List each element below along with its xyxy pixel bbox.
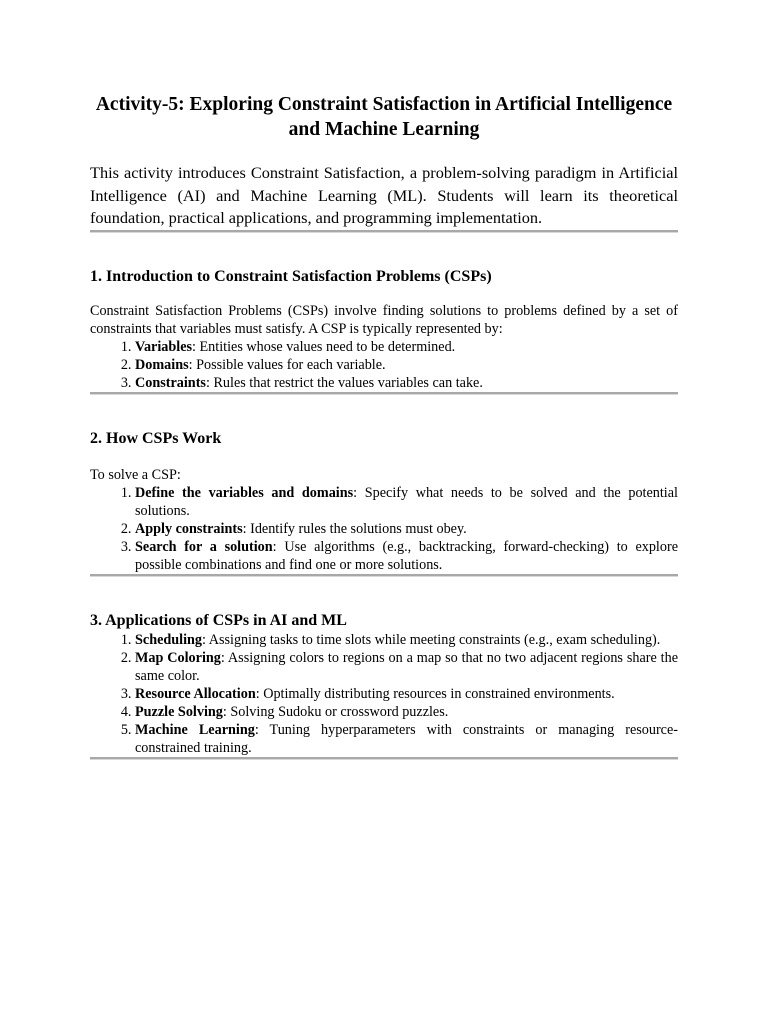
section-paragraph: To solve a CSP: <box>90 466 181 483</box>
item-term: Domains <box>135 356 189 373</box>
item-term: Map Coloring <box>135 649 221 666</box>
list-item <box>135 703 678 721</box>
item-description: : Optimally distributing resources in constrained environments. <box>255 685 615 702</box>
section-heading: 1. Introduction to Constraint Satisfaction Problems (CSPs) <box>90 267 492 285</box>
list-item <box>135 374 678 392</box>
item-term: Machine Learning <box>135 721 255 738</box>
list-item <box>135 538 678 574</box>
page-title: Activity-5: Exploring Constraint Satisfaction in Artificial Intelligence and Machine Learning <box>95 94 673 140</box>
item-description: : Rules that restrict the values variables can take. <box>205 374 483 391</box>
numbered-list <box>90 631 678 757</box>
section-heading: 2. How CSPs Work <box>90 429 222 447</box>
list-item <box>135 484 678 520</box>
item-term: Constraints <box>135 374 206 391</box>
item-term: Apply constraints <box>135 520 243 537</box>
item-term: Variables <box>135 338 193 355</box>
numbered-list <box>90 338 678 392</box>
list-item <box>135 520 678 538</box>
intro-paragraph: This activity introduces Constraint Satisfaction, a problem-solving paradigm in Artificial Intelligence (AI) and Machine Learning (ML). Students will learn its theoretical foundation, practical applications, and programming implementation. <box>90 163 678 227</box>
item-description: : Assigning tasks to time slots while meeting constraints (e.g., exam scheduling). <box>202 631 661 648</box>
item-description: : Tuning hyperparameters with constraints or managing resource-constrained training. <box>135 721 678 756</box>
divider <box>90 574 678 577</box>
item-description: : Possible values for each variable. <box>188 356 386 373</box>
divider <box>90 230 678 233</box>
item-description: : Specify what needs to be solved and the potential solutions. <box>135 484 678 519</box>
item-description: : Identify rules the solutions must obey. <box>242 520 467 537</box>
section-heading: 3. Applications of CSPs in AI and ML <box>90 611 347 629</box>
document-page <box>90 0 678 760</box>
list-item <box>135 356 678 374</box>
item-description: : Use algorithms (e.g., backtracking, forward-checking) to explore possible combinations and find one or more solutions. <box>135 538 678 573</box>
list-item <box>135 649 678 685</box>
item-term: Define the variables and domains <box>135 484 354 501</box>
numbered-list <box>90 484 678 574</box>
item-term: Scheduling <box>135 631 203 648</box>
item-term: Resource Allocation <box>135 685 256 702</box>
item-description: : Assigning colors to regions on a map so that no two adjacent regions share the same color. <box>135 649 678 684</box>
list-item <box>135 338 678 356</box>
list-item <box>135 721 678 757</box>
item-description: : Entities whose values need to be determined. <box>192 338 456 355</box>
item-description: : Solving Sudoku or crossword puzzles. <box>222 703 449 720</box>
item-term: Search for a solution <box>135 538 273 555</box>
list-item <box>135 685 678 703</box>
item-term: Puzzle Solving <box>135 703 223 720</box>
divider <box>90 392 678 395</box>
list-item <box>135 631 678 649</box>
section-paragraph: Constraint Satisfaction Problems (CSPs) involve finding solutions to problems defined by a set of constraints that variables must satisfy. A CSP is typically represented by: <box>90 302 678 337</box>
divider <box>90 757 678 760</box>
